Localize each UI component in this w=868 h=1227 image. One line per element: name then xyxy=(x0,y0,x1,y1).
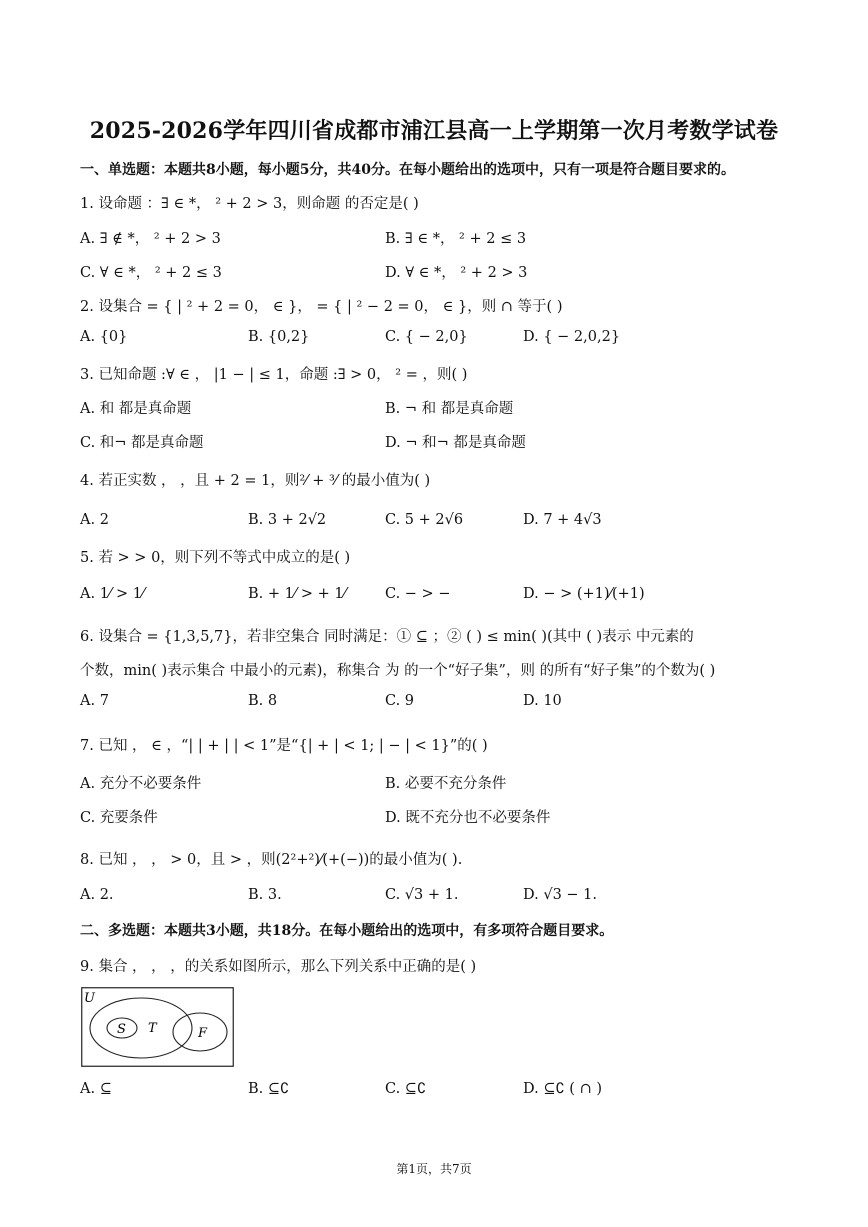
q4-option-a: A. 2 xyxy=(80,512,109,528)
q3-option-b: B. ¬ 和 都是真命题 xyxy=(385,401,514,417)
q7-option-c: C. 充要条件 xyxy=(80,810,158,826)
q7-option-b: B. 必要不充分条件 xyxy=(385,776,507,792)
q3-option-d: D. ¬ 和¬ 都是真命题 xyxy=(385,435,526,451)
q2-option-a: A. {0} xyxy=(80,329,128,345)
q2-option-d: D. { − 2,0,2} xyxy=(523,329,621,345)
q9-option-a: A. ⊆ xyxy=(80,1081,112,1097)
question-6-line-1: 6. 设集合 = {1,3,5,7}，若非空集合 同时满足：① ⊆ ；② ( ) ≤ min( )(其中 ( )表示 中元素的 xyxy=(80,629,694,645)
question-4-stem: 4. 若正实数 ， ，且 + 2 = 1，则²⁄ + ³⁄ 的最小值为( ) xyxy=(80,473,431,489)
q8-option-b: B. 3. xyxy=(248,887,282,903)
q6-option-a: A. 7 xyxy=(80,693,109,709)
q9-option-b: B. ⊆∁ xyxy=(248,1081,290,1097)
q3-option-c: C. 和¬ 都是真命题 xyxy=(80,435,204,451)
q2-option-c: C. { − 2,0} xyxy=(385,329,468,345)
section-single-choice: 一、单选题：本题共8小题，每小题5分，共40分。在每小题给出的选项中，只有一项是符合题目要求的。 xyxy=(80,162,735,178)
question-5-stem: 5. 若 > > 0，则下列不等式中成立的是( ) xyxy=(80,550,351,566)
q5-option-c: C. − > − xyxy=(385,586,451,602)
q7-option-d: D. 既不充分也不必要条件 xyxy=(385,810,551,826)
q6-option-d: D. 10 xyxy=(523,693,562,709)
question-7-stem: 7. 已知 ， ∈ ，“| | + | | < 1”是“{| + | < 1; | − | < 1}”的( ) xyxy=(80,738,488,754)
q5-option-b: B. + 1⁄ > + 1⁄ xyxy=(248,586,347,602)
page-footer: 第1页，共7页 xyxy=(396,1162,472,1176)
q7-option-a: A. 充分不必要条件 xyxy=(80,776,202,792)
q4-option-d: D. 7 + 4√3 xyxy=(523,512,602,528)
q6-option-b: B. 8 xyxy=(248,693,278,709)
q1-option-b: B. ∃ ∈ *， ² + 2 ≤ 3 xyxy=(385,231,527,247)
q8-option-a: A. 2. xyxy=(80,887,114,903)
q5-option-a: A. 1⁄ > 1⁄ xyxy=(80,586,145,602)
q8-option-d: D. √3 − 1. xyxy=(523,887,597,903)
q4-option-c: C. 5 + 2√6 xyxy=(385,512,464,528)
q1-option-a: A. ∃ ∉ *， ² + 2 > 3 xyxy=(80,231,221,247)
q2-option-b: B. {0,2} xyxy=(248,329,310,345)
venn-diagram xyxy=(81,987,234,1067)
page-title: 2025-2026学年四川省成都市浦江县高一上学期第一次月考数学试卷 xyxy=(89,118,779,144)
q4-option-b: B. 3 + 2√2 xyxy=(248,512,327,528)
venn-label-t: T xyxy=(148,1021,157,1036)
q6-option-c: C. 9 xyxy=(385,693,415,709)
q9-option-c: C. ⊆∁ xyxy=(385,1081,427,1097)
venn-label-s: S xyxy=(117,1022,126,1037)
set-t-ellipse xyxy=(90,998,192,1058)
venn-label-f: F xyxy=(198,1026,208,1041)
q8-option-c: C. √3 + 1. xyxy=(385,887,459,903)
q9-option-d: D. ⊆∁ ( ∩ ) xyxy=(523,1081,602,1097)
question-8-stem: 8. 已知 ， ， > 0，且 > ，则(2²+²)⁄(+(−))的最小值为( ). xyxy=(80,852,463,868)
question-6-line-2: 个数，min( )表示集合 中最小的元素)，称集合 为 的一个“好子集”，则 的所有“好子集”的个数为( ) xyxy=(80,663,716,679)
q5-option-d: D. − > (+1)⁄(+1) xyxy=(523,586,645,602)
question-2-stem: 2. 设集合 = { | ² + 2 = 0， ∈ }， = { | ² − 2 = 0， ∈ }，则 ∩ 等于( ) xyxy=(80,299,563,315)
section-multiple-choice: 二、多选题：本题共3小题，共18分。在每小题给出的选项中，有多项符合题目要求。 xyxy=(80,923,614,939)
question-1-stem: 1. 设命题 ：∃ ∈ *， ² + 2 > 3，则命题 的否定是( ) xyxy=(80,196,419,212)
q1-option-c: C. ∀ ∈ *， ² + 2 ≤ 3 xyxy=(80,265,222,281)
question-3-stem: 3. 已知命题 :∀ ∈ ， |1 − | ≤ 1，命题 :∃ > 0， ² = ，则( ) xyxy=(80,367,468,383)
venn-label-u: U xyxy=(84,991,95,1006)
q3-option-a: A. 和 都是真命题 xyxy=(80,401,192,417)
question-9-stem: 9. 集合 ， ， ，的关系如图所示，那么下列关系中正确的是( ) xyxy=(80,959,477,975)
q1-option-d: D. ∀ ∈ *， ² + 2 > 3 xyxy=(385,265,528,281)
